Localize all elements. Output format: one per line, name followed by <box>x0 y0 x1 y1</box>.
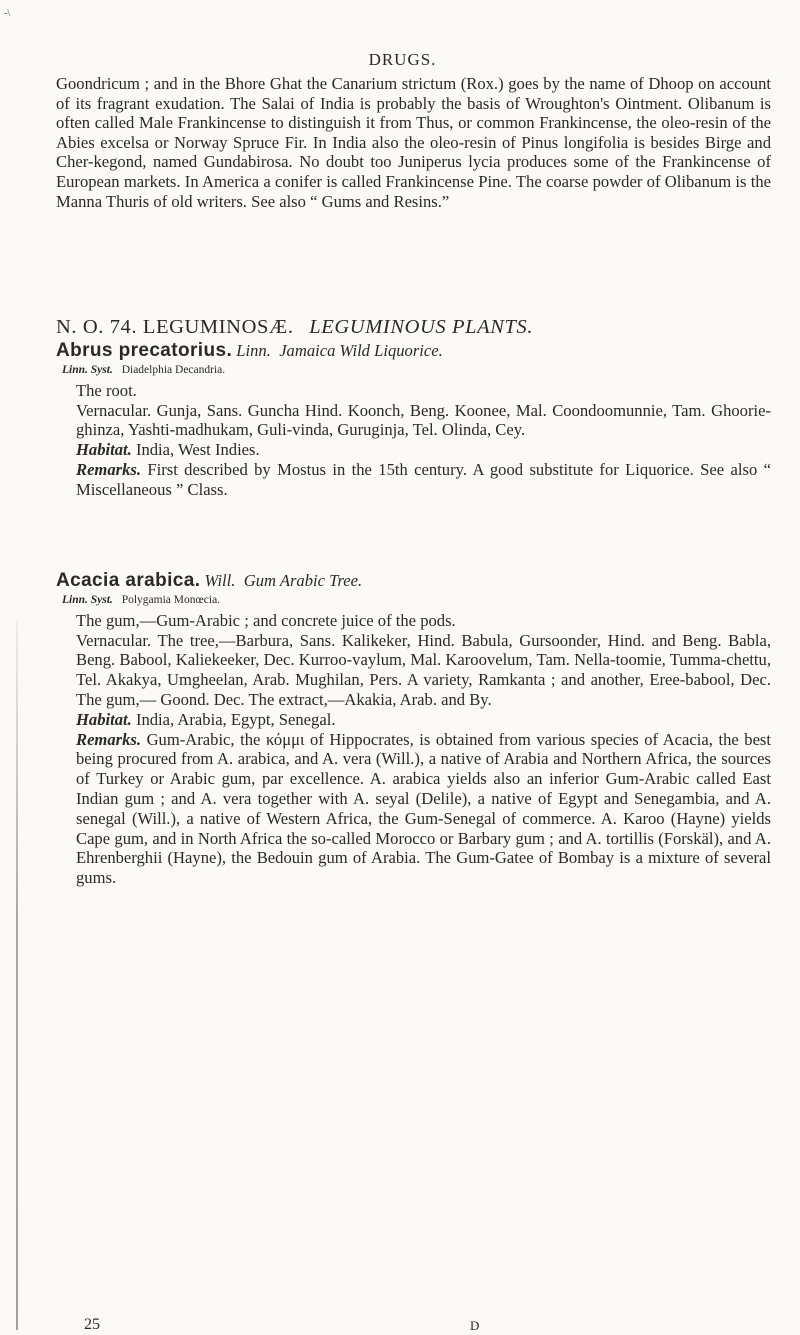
linn-value: Polygamia Monœcia. <box>121 593 221 606</box>
drug-entry-acacia <box>56 571 771 888</box>
corner-mark: -\ <box>4 8 11 19</box>
intro-text: Goondricum ; and in the Bhore Ghat the Canarium strictum (Rox.) goes by the name of Dhoop on account of its fragrant exudation. The Salai of India is probably the basis of Wroughton's Ointment. Olibanum is often called Male Frankincense to distinguish it from Thus, or common Frankincense, the oleo-resin of the Abies excelsa or Norway Spruce Fir. In India also the oleo-resin of Pinus longifolia is besides Birge and Cher-kegond, named Gundabirosa. No doubt too Juniperus lycia produces some of the Frankincense of European markets. In America a conifer is called Frankincense Pine. The coarse powder of Olibanum is the Manna Thuris of old writers. See also “ Gums and Resins.” <box>56 74 771 211</box>
remarks <box>56 460 771 500</box>
linn-value: Diadelphia Decandria. <box>121 363 226 376</box>
part-used: The root. <box>76 380 137 400</box>
habitat <box>56 440 771 460</box>
signature-mark: D <box>470 1318 480 1333</box>
common-name: Gum Arabic Tree. <box>243 571 363 590</box>
order-number: N. O. 74. <box>56 316 138 338</box>
habitat-text: India, West Indies. <box>135 440 260 460</box>
vernacular-names <box>56 631 771 710</box>
remarks <box>56 730 771 888</box>
species-authority: Will. <box>204 571 236 590</box>
book-page <box>30 0 775 1335</box>
linn-label: Linn. Syst. <box>62 363 113 376</box>
remarks-label: Remarks. <box>76 459 141 479</box>
linnaean-system <box>62 593 771 607</box>
species-name: Abrus precatorius. <box>56 340 233 361</box>
remarks-text: First described by Mostus in the 15th century. A good substitute for Liquorice. See also “ Miscellaneous ” Class. <box>76 459 771 499</box>
linnaean-system <box>62 363 771 377</box>
vernacular-label: Vernacular. <box>76 400 152 420</box>
entry-title <box>56 341 771 361</box>
habitat-label: Habitat. <box>76 440 132 460</box>
vernacular-names <box>56 401 771 441</box>
habitat-label: Habitat. <box>76 709 132 729</box>
natural-order-heading <box>56 316 771 339</box>
order-name: LEGUMINOSÆ. <box>142 316 294 338</box>
linn-label: Linn. Syst. <box>62 593 113 606</box>
intro-paragraph <box>56 74 771 211</box>
habitat-text: India, Arabia, Egypt, Senegal. <box>135 709 336 729</box>
vernacular-label: Vernacular. <box>76 630 152 650</box>
page-edge-shadow <box>16 620 18 1330</box>
species-name: Acacia arabica. <box>56 570 201 591</box>
vernacular-text: The tree,—Barbura, Sans. Kalikeker, Hind. Babula, Gursoonder, Hind. and Beng. Babla, Beng. Babool, Kaliekeeker, Dec. Kurroo-vaylum, Mal. Karoovelum, Tam. Nella-toomie, Tumma-chettu, Tel. Akakya, Umgheelan, Arab. Mughilan, Pers. A variety, Ramkanta ; and another, Eree-babool, Dec. The gum,— Goond. Dec. The extract,—Akakia, Arab. and By. <box>76 630 771 709</box>
page-number: 25 <box>84 1316 100 1333</box>
remarks-label: Remarks. <box>76 729 141 749</box>
remarks-text: Gum-Arabic, the κόμμι of Hippocrates, is obtained from various species of Acacia, the best being procured from A. arabica, and A. vera (Will.), a native of Arabia and Northern Africa, the sources of Turkey or Arabic gum, par excellence. A. arabica yields also an inferior Gum-Arabic called East Indian gum ; and A. vera together with A. seyal (Delile), a native of Egypt and Senegambia, and A. senegal (Will.), a native of Western Africa, the Gum-Senegal of commerce. A. Karoo (Hayne) yields Cape gum, and in North Africa the so-called Morocco or Barbary gum ; and A. tortillis (Forskäl), and A. Ehrenberghii (Hayne), the Bedouin gum of Arabia. The Gum-Gatee of Bombay is a mixture of several gums. <box>76 729 772 888</box>
running-header: DRUGS. <box>368 50 437 69</box>
species-authority: Linn. <box>236 341 271 360</box>
drug-entry-abrus <box>56 341 771 500</box>
part-used: The gum,—Gum-Arabic ; and concrete juice of the pods. <box>76 610 456 630</box>
entry-title <box>56 571 771 591</box>
habitat <box>56 710 771 730</box>
order-italic-name: LEGUMINOUS PLANTS. <box>309 316 534 338</box>
common-name: Jamaica Wild Liquorice. <box>279 341 443 360</box>
vernacular-text: Gunja, Sans. Guncha Hind. Koonch, Beng. Koonee, Mal. Coondoomunnie, Tam. Ghoorie-ghinza, Yashti-madhukam, Guli-vinda, Guruginja, Tel. Olinda, Cey. <box>76 400 771 440</box>
